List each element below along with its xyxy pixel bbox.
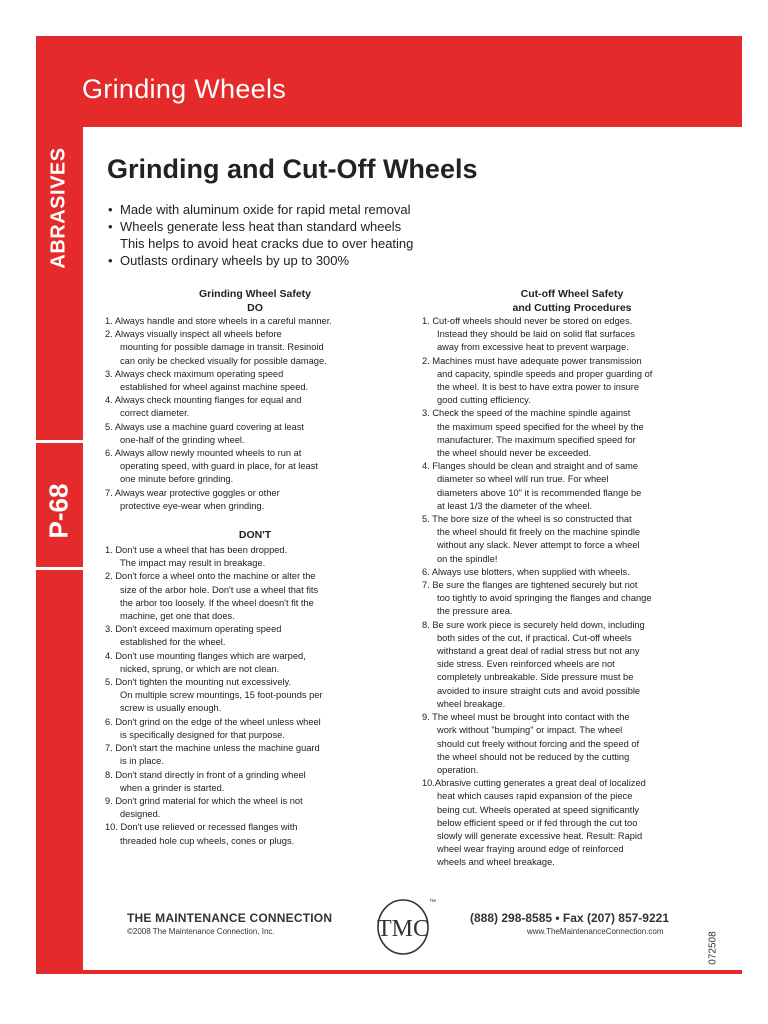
- logo-text: TMC: [376, 916, 430, 942]
- list-item-continuation: on the spindle!: [437, 553, 498, 564]
- list-item: 5. Don't tighten the mounting nut excessively.: [105, 677, 292, 688]
- website-link[interactable]: www.TheMaintenanceConnection.com: [527, 927, 664, 936]
- list-item: • Outlasts ordinary wheels by up to 300%: [108, 253, 350, 268]
- list-item: 4. Always check mounting flanges for equal and: [105, 395, 302, 406]
- list-item: 8. Be sure work piece is securely held down, including: [422, 619, 645, 630]
- document-code: 072508: [707, 931, 719, 965]
- list-item-continuation: one-half of the grinding wheel.: [120, 434, 245, 445]
- side-divider: [36, 440, 83, 443]
- side-divider: [36, 567, 83, 570]
- list-item: 9. Don't grind material for which the wheel is not: [105, 795, 303, 806]
- grinding-safety-column: [105, 287, 405, 848]
- list-item: 10.Abrasive cutting generates a great deal of localized: [422, 778, 646, 789]
- list-item: 1. Always handle and store wheels in a careful manner.: [105, 316, 332, 326]
- list-item-continuation: designed.: [120, 809, 161, 820]
- list-item-continuation: protective eye-wear when grinding.: [120, 500, 265, 511]
- list-item: 1. Don't use a wheel that has been dropped.: [105, 545, 288, 556]
- list-item: 8. Don't stand directly in front of a grinding wheel: [105, 769, 306, 780]
- list-item: 3. Don't exceed maximum operating speed: [105, 624, 282, 635]
- list-item-continuation: established for the wheel.: [120, 637, 226, 648]
- list-item: 2. Always visually inspect all wheels before: [105, 329, 282, 340]
- category-label: ABRASIVES: [47, 147, 70, 269]
- list-item: 6. Don't grind on the edge of the wheel unless wheel: [105, 716, 321, 727]
- list-item: 6. Always use blotters, when supplied with wheels.: [422, 566, 630, 577]
- list-item-continuation: machine, get one that does.: [120, 611, 235, 622]
- section-heading: Grinding Wheel Safety: [198, 288, 311, 300]
- list-item-continuation: nicked, sprung, or which are not clean.: [120, 663, 280, 674]
- list-item-continuation: both sides of the cut, if practical. Cut-off wheels: [437, 632, 632, 643]
- category-tab: [42, 148, 76, 268]
- section-heading: Cut-off Wheel Safety: [520, 288, 624, 300]
- list-item: 3. Always check maximum operating speed: [105, 368, 284, 379]
- list-item-continuation: work without "bumping" or impact. The wheel: [437, 725, 623, 736]
- list-item-continuation: The impact may result in breakage.: [120, 558, 266, 569]
- cutoff-list: [422, 315, 722, 870]
- section-title: Grinding Wheels: [82, 74, 287, 104]
- copyright: ©2008 The Maintenance Connection, Inc.: [127, 927, 275, 936]
- list-item: 7. Be sure the flanges are tightened securely but not: [422, 580, 638, 591]
- cutoff-safety-column: [422, 287, 722, 870]
- page-number: P-68: [43, 483, 74, 539]
- list-item-continuation: when a grinder is started.: [120, 782, 225, 793]
- contact-phone: (888) 298-8585 • Fax (207) 857-9221: [470, 911, 670, 925]
- list-item-continuation: established for wheel against machine speed.: [120, 382, 309, 393]
- list-item-continuation: too tightly to avoid springing the flanges and change: [437, 593, 652, 604]
- list-item: 2. Don't force a wheel onto the machine or alter the: [105, 571, 316, 582]
- list-item: 5. The bore size of the wheel is so constructed that: [422, 514, 632, 525]
- list-item-continuation: wheel breakage.: [437, 698, 506, 709]
- do-heading: DO: [247, 302, 263, 314]
- logo-trademark: ™: [429, 899, 436, 906]
- list-item-continuation: operating speed, with guard in place, for at least: [120, 461, 318, 472]
- list-item-continuation: avoided to insure straight cuts and avoid possible: [437, 685, 641, 696]
- company-name: THE MAINTENANCE CONNECTION: [127, 911, 333, 925]
- do-list: [105, 315, 405, 513]
- list-item: 10. Don't use relieved or recessed flanges with: [105, 822, 298, 833]
- page-title: Grinding and Cut-Off Wheels: [107, 154, 478, 184]
- list-item: 4. Don't use mounting flanges which are warped,: [105, 650, 306, 661]
- list-item-continuation: This helps to avoid heat cracks due to over heating: [120, 236, 414, 251]
- list-item: 9. The wheel must be brought into contact with the: [422, 712, 630, 723]
- list-item-continuation: On multiple screw mountings, 15 foot-pounds per: [120, 690, 323, 701]
- list-item-continuation: away from excessive heat to prevent warpage.: [437, 342, 629, 353]
- list-item: 2. Machines must have adequate power transmission: [422, 355, 642, 366]
- list-item-continuation: side stress. Even reinforced wheels are not: [437, 659, 615, 670]
- list-item-continuation: Instead they should be laid on solid flat surfaces: [437, 329, 635, 340]
- list-item: 1. Cut-off wheels should never be stored on edges.: [422, 316, 633, 326]
- list-item: 4. Flanges should be clean and straight and of same: [422, 461, 639, 472]
- list-item-continuation: completely unbreakable. Side pressure must be: [437, 672, 634, 683]
- list-item: • Wheels generate less heat than standard wheels: [108, 219, 402, 234]
- list-item: 5. Always use a machine guard covering at least: [105, 421, 304, 432]
- list-item-continuation: being cut. Wheels operated at speed significantly: [437, 804, 640, 815]
- list-item-continuation: at least 1/3 the diameter of the wheel.: [437, 500, 593, 511]
- list-item-continuation: good cutting efficiency.: [437, 395, 531, 406]
- dont-list: [105, 544, 405, 848]
- list-item-continuation: correct diameter.: [120, 408, 190, 419]
- section-heading: and Cutting Procedures: [512, 302, 632, 314]
- feature-list: [108, 201, 413, 269]
- list-item: 6. Always allow newly mounted wheels to run at: [105, 448, 302, 459]
- dont-heading: DON'T: [238, 529, 272, 542]
- list-item-continuation: threaded hole cup wheels, cones or plugs.: [120, 835, 295, 846]
- list-item-continuation: size of the arbor hole. Don't use a wheel that fits: [120, 584, 319, 595]
- list-item-continuation: should cut freely without forcing and the speed of: [437, 738, 640, 749]
- list-item-continuation: below efficient speed or if fed through the cut too: [437, 817, 638, 828]
- list-item-continuation: the wheel should fit freely on the machine spindle: [437, 527, 641, 538]
- list-item-continuation: operation.: [437, 764, 479, 775]
- list-item-continuation: screw is usually enough.: [120, 703, 222, 714]
- list-item: • Made with aluminum oxide for rapid metal removal: [108, 202, 411, 217]
- list-item-continuation: wheels and wheel breakage.: [437, 857, 555, 868]
- list-item-continuation: diameters above 10" it is recommended flange be: [437, 487, 642, 498]
- list-item-continuation: the wheel. It is best to have extra power to insure: [437, 382, 640, 393]
- list-item-continuation: wheel wear fraying around edge of reinforced: [437, 844, 624, 855]
- list-item-continuation: without any slack. Never attempt to force a wheel: [437, 540, 640, 551]
- list-item-continuation: mounting for possible damage in transit. Resinoid: [120, 342, 324, 353]
- list-item-continuation: manufacturer. The maximum specified speed for: [437, 434, 636, 445]
- tmc-logo: [375, 896, 435, 956]
- list-item-continuation: can only be checked visually for possible damage.: [120, 355, 327, 366]
- list-item-continuation: one minute before grinding.: [120, 474, 234, 485]
- list-item-continuation: diameter so wheel will run true. For wheel: [437, 474, 609, 485]
- list-item-continuation: the arbor too loosely. If the wheel doesn't fit the: [120, 597, 314, 608]
- list-item-continuation: and capacity, spindle speeds and proper guarding of: [437, 368, 653, 379]
- list-item-continuation: slowly will generate excessive heat. Result: Rapid: [437, 830, 643, 841]
- list-item-continuation: the wheel should never be exceeded.: [437, 448, 592, 459]
- list-item: 3. Check the speed of the machine spindle against: [422, 408, 631, 419]
- list-item-continuation: is in place.: [120, 756, 164, 767]
- list-item-continuation: the maximum speed specified for the wheel by the: [437, 421, 644, 432]
- list-item: 7. Always wear protective goggles or other: [105, 487, 280, 498]
- list-item-continuation: heat which causes rapid expansion of the piece: [437, 791, 633, 802]
- list-item-continuation: the pressure area.: [437, 606, 513, 617]
- list-item-continuation: is specifically designed for that purpose.: [120, 729, 285, 740]
- page-tab: [42, 458, 76, 564]
- list-item-continuation: withstand a great deal of radial stress but not any: [437, 646, 640, 657]
- list-item-continuation: the wheel should not be reduced by the cutting: [437, 751, 630, 762]
- list-item: 7. Don't start the machine unless the machine guard: [105, 743, 320, 754]
